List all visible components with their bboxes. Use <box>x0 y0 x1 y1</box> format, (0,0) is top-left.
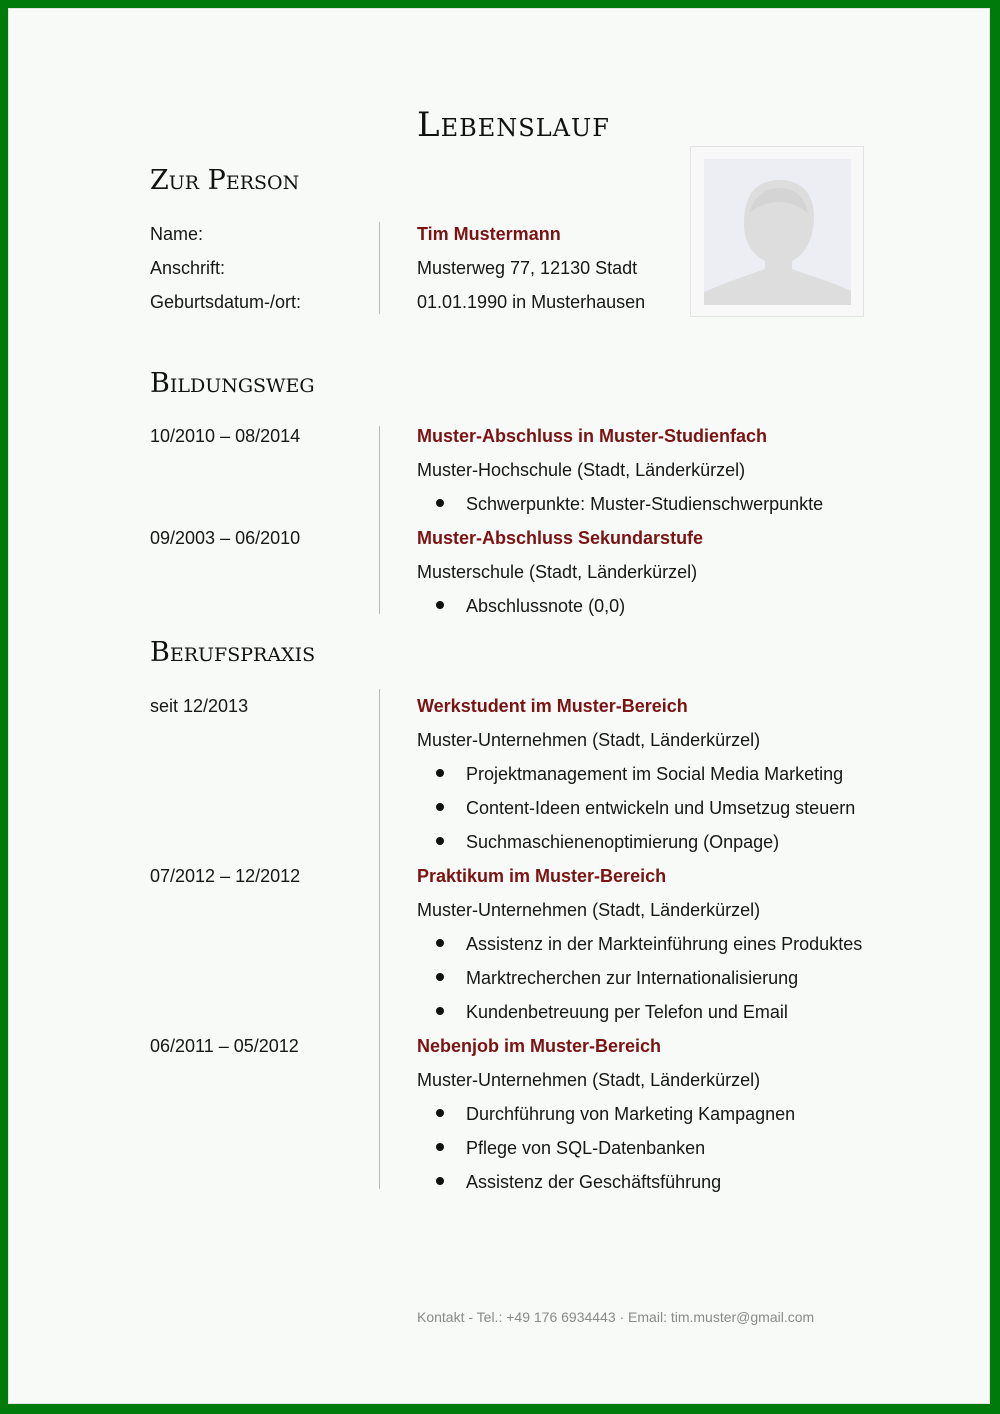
experience-task: Content-Ideen entwickeln und Umsetzug steuern <box>466 798 856 818</box>
education-divider <box>379 426 380 614</box>
education-institution: Muster-Hochschule (Stadt, Länderkürzel) <box>417 460 746 480</box>
experience-divider <box>379 689 380 1189</box>
experience-task: Assistenz der Geschäftsführung <box>466 1172 722 1192</box>
experience-task: Assistenz in der Markteinführung eines Produktes <box>466 934 863 954</box>
experience-company: Muster-Unternehmen (Stadt, Länderkürzel) <box>417 730 761 750</box>
education-detail: Schwerpunkte: Muster-Studienschwerpunkte <box>466 494 824 514</box>
experience-title: Praktikum im Muster-Bereich <box>417 866 667 886</box>
section-heading-experience: Berufspraxis <box>150 637 316 668</box>
birth-value: 01.01.1990 in Musterhausen <box>417 292 646 312</box>
bullet-icon <box>436 769 444 777</box>
education-title: Muster-Abschluss in Muster-Studienfach <box>417 426 768 446</box>
education-date: 10/2010 – 08/2014 <box>150 426 301 446</box>
education-institution: Musterschule (Stadt, Länderkürzel) <box>417 562 698 582</box>
education-title: Muster-Abschluss Sekundarstufe <box>417 528 704 548</box>
section-heading-education: Bildungsweg <box>150 368 315 399</box>
bullet-icon <box>436 1007 444 1015</box>
experience-title: Nebenjob im Muster-Bereich <box>417 1036 662 1056</box>
education-date: 09/2003 – 06/2010 <box>150 528 301 548</box>
bullet-icon <box>436 601 444 609</box>
section-heading-person: Zur Person <box>150 165 300 196</box>
experience-task: Suchmaschienenoptimierung (Onpage) <box>466 832 780 852</box>
resume-page <box>8 8 990 1404</box>
experience-date: seit 12/2013 <box>150 696 249 716</box>
bullet-icon <box>436 837 444 845</box>
profile-photo-placeholder <box>690 146 864 317</box>
education-detail: Abschlussnote (0,0) <box>466 596 626 616</box>
experience-task: Kundenbetreuung per Telefon und Email <box>466 1002 788 1022</box>
experience-task: Projektmanagement im Social Media Marketing <box>466 764 844 784</box>
experience-date: 07/2012 – 12/2012 <box>150 866 301 886</box>
experience-date: 06/2011 – 05/2012 <box>150 1036 299 1056</box>
person-divider <box>379 222 380 314</box>
page-title: Lebenslauf <box>417 105 610 145</box>
bullet-icon <box>436 1143 444 1151</box>
birth-label: Geburtsdatum-/ort: <box>150 292 302 312</box>
person-silhouette-icon <box>704 159 851 305</box>
experience-company: Muster-Unternehmen (Stadt, Länderkürzel) <box>417 900 761 920</box>
experience-task: Pflege von SQL-Datenbanken <box>466 1138 706 1158</box>
experience-task: Marktrecherchen zur Internationalisierung <box>466 968 799 988</box>
bullet-icon <box>436 1177 444 1185</box>
address-label: Anschrift: <box>150 258 226 278</box>
bullet-icon <box>436 499 444 507</box>
name-value: Tim Mustermann <box>417 224 561 244</box>
experience-company: Muster-Unternehmen (Stadt, Länderkürzel) <box>417 1070 761 1090</box>
address-value: Musterweg 77, 12130 Stadt <box>417 258 638 278</box>
bullet-icon <box>436 939 444 947</box>
name-label: Name: <box>150 224 204 244</box>
bullet-icon <box>436 973 444 981</box>
bullet-icon <box>436 803 444 811</box>
contact-footer: Kontakt - Tel.: +49 176 6934443 · Email: tim.muster@gmail.com <box>417 1309 815 1325</box>
experience-task: Durchführung von Marketing Kampagnen <box>466 1104 796 1124</box>
experience-title: Werkstudent im Muster-Bereich <box>417 696 688 716</box>
bullet-icon <box>436 1109 444 1117</box>
